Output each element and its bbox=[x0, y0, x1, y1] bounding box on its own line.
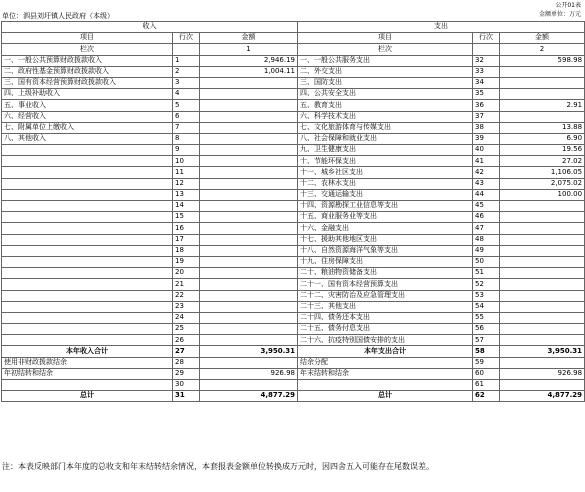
table-row bbox=[2, 290, 585, 301]
table-row bbox=[2, 77, 585, 88]
income-amount bbox=[200, 167, 298, 178]
expense-item: 十一、城乡社区支出 bbox=[298, 167, 473, 178]
income-amount bbox=[200, 290, 298, 301]
expense-line-number: 60 bbox=[473, 368, 500, 379]
expense-amount bbox=[500, 301, 585, 312]
income-line-number: 23 bbox=[173, 301, 200, 312]
income-line-number: 31 bbox=[173, 391, 200, 402]
income-item: 四、上级补助收入 bbox=[2, 89, 173, 100]
income-amount bbox=[200, 111, 298, 122]
expense-item: 六、科学技术支出 bbox=[298, 111, 473, 122]
expense-item-header: 项目 bbox=[298, 33, 473, 44]
income-line-number: 2 bbox=[173, 66, 200, 77]
expense-item: 十六、金融支出 bbox=[298, 223, 473, 234]
income-item: 六、经营收入 bbox=[2, 111, 173, 122]
income-amount bbox=[200, 89, 298, 100]
total-row bbox=[2, 346, 585, 357]
income-item bbox=[2, 201, 173, 212]
expense-item: 结余分配 bbox=[298, 357, 473, 368]
expense-line-blank bbox=[473, 44, 500, 55]
table-row bbox=[2, 89, 585, 100]
income-line-number: 17 bbox=[173, 234, 200, 245]
income-item bbox=[2, 189, 173, 200]
table-row bbox=[2, 201, 585, 212]
income-item bbox=[2, 145, 173, 156]
income-item bbox=[2, 335, 173, 346]
form-number: 公开01表 bbox=[555, 2, 581, 9]
expense-item: 三、国防支出 bbox=[298, 77, 473, 88]
table-row bbox=[2, 245, 585, 256]
expense-item: 十七、援助其他地区支出 bbox=[298, 234, 473, 245]
income-item: 二、政府性基金预算财政拨款收入 bbox=[2, 66, 173, 77]
expense-item: 二十四、债务还本支出 bbox=[298, 312, 473, 323]
reporting-unit: 单位：泗县刘圩镇人民政府（本级） bbox=[2, 12, 114, 20]
income-amount bbox=[200, 122, 298, 133]
expense-item: 二十一、国有资本经营预算支出 bbox=[298, 279, 473, 290]
income-line-number: 12 bbox=[173, 178, 200, 189]
income-line-number: 15 bbox=[173, 212, 200, 223]
expense-amount: 1,106.05 bbox=[500, 167, 585, 178]
expense-item bbox=[298, 380, 473, 391]
table-row bbox=[2, 167, 585, 178]
expense-line-number: 52 bbox=[473, 279, 500, 290]
income-line-number: 13 bbox=[173, 189, 200, 200]
expense-item: 二十六、抗疫特别国债安排的支出 bbox=[298, 335, 473, 346]
expense-amount: 2,075.02 bbox=[500, 178, 585, 189]
table-row bbox=[2, 189, 585, 200]
income-line-number: 1 bbox=[173, 55, 200, 66]
expense-item: 八、社会保障和就业支出 bbox=[298, 133, 473, 144]
table-row bbox=[2, 268, 585, 279]
total-row bbox=[2, 391, 585, 402]
expense-item: 十八、自然资源海洋气象等支出 bbox=[298, 245, 473, 256]
income-amount bbox=[200, 212, 298, 223]
income-line-number: 8 bbox=[173, 133, 200, 144]
expense-line-number: 34 bbox=[473, 77, 500, 88]
expense-amount bbox=[500, 89, 585, 100]
report-body bbox=[2, 22, 585, 402]
income-amount bbox=[200, 133, 298, 144]
expense-item: 十三、交通运输支出 bbox=[298, 189, 473, 200]
table-row bbox=[2, 223, 585, 234]
expense-line-number: 37 bbox=[473, 111, 500, 122]
table-row bbox=[2, 301, 585, 312]
expense-amount: 100.00 bbox=[500, 189, 585, 200]
expense-amount bbox=[500, 77, 585, 88]
table-row bbox=[2, 55, 585, 66]
income-line-number: 9 bbox=[173, 145, 200, 156]
table-row bbox=[2, 111, 585, 122]
expense-item: 五、教育支出 bbox=[298, 100, 473, 111]
expense-line-number: 62 bbox=[473, 391, 500, 402]
income-line-number: 4 bbox=[173, 89, 200, 100]
expense-line-number: 33 bbox=[473, 66, 500, 77]
income-line-number: 16 bbox=[173, 223, 200, 234]
income-item bbox=[2, 279, 173, 290]
expense-line-number: 59 bbox=[473, 357, 500, 368]
expense-amount bbox=[500, 223, 585, 234]
income-amount bbox=[200, 100, 298, 111]
income-amount bbox=[200, 312, 298, 323]
table-row bbox=[2, 133, 585, 144]
income-amount bbox=[200, 178, 298, 189]
expense-line-number: 40 bbox=[473, 145, 500, 156]
income-line-number: 3 bbox=[173, 77, 200, 88]
expense-line-number: 55 bbox=[473, 312, 500, 323]
income-line-number: 28 bbox=[173, 357, 200, 368]
income-item-header: 项目 bbox=[2, 33, 173, 44]
table-row bbox=[2, 256, 585, 267]
income-line-number: 6 bbox=[173, 111, 200, 122]
expense-amount-header: 金额 bbox=[500, 33, 585, 44]
income-item bbox=[2, 223, 173, 234]
income-amount bbox=[200, 245, 298, 256]
income-line-blank bbox=[173, 44, 200, 55]
income-amount-header: 金额 bbox=[200, 33, 298, 44]
income-item bbox=[2, 290, 173, 301]
expense-item: 十、节能环保支出 bbox=[298, 156, 473, 167]
income-amount: 926.98 bbox=[200, 368, 298, 379]
table-row bbox=[2, 324, 585, 335]
expense-amount bbox=[500, 335, 585, 346]
expense-line-number: 53 bbox=[473, 290, 500, 301]
income-line-number: 10 bbox=[173, 156, 200, 167]
income-item bbox=[2, 312, 173, 323]
expense-line-number: 56 bbox=[473, 324, 500, 335]
income-line-number: 22 bbox=[173, 290, 200, 301]
expense-amount bbox=[500, 212, 585, 223]
income-line-number: 20 bbox=[173, 268, 200, 279]
expense-amount bbox=[500, 279, 585, 290]
expense-amount: 4,877.29 bbox=[500, 391, 585, 402]
income-item: 年初结转和结余 bbox=[2, 368, 173, 379]
column-header-row bbox=[2, 33, 585, 44]
table-row bbox=[2, 145, 585, 156]
income-line-number: 25 bbox=[173, 324, 200, 335]
expense-amount bbox=[500, 201, 585, 212]
expense-amount bbox=[500, 324, 585, 335]
expense-amount: 19.56 bbox=[500, 145, 585, 156]
expense-column-number: 2 bbox=[500, 44, 585, 55]
expense-amount: 598.98 bbox=[500, 55, 585, 66]
income-column-number-label: 栏次 bbox=[2, 44, 173, 55]
expense-amount: 3,950.31 bbox=[500, 346, 585, 357]
expense-amount: 6.90 bbox=[500, 133, 585, 144]
income-line-header: 行次 bbox=[173, 33, 200, 44]
table-row bbox=[2, 335, 585, 346]
income-amount bbox=[200, 324, 298, 335]
expense-item: 二、外交支出 bbox=[298, 66, 473, 77]
income-line-number: 14 bbox=[173, 201, 200, 212]
expense-item: 十二、农林水支出 bbox=[298, 178, 473, 189]
table-row bbox=[2, 312, 585, 323]
income-amount bbox=[200, 357, 298, 368]
expense-amount bbox=[500, 256, 585, 267]
income-item bbox=[2, 167, 173, 178]
income-item: 总计 bbox=[2, 391, 173, 402]
income-section-header: 收入 bbox=[2, 22, 298, 33]
expense-line-number: 50 bbox=[473, 256, 500, 267]
income-item: 七、附属单位上缴收入 bbox=[2, 122, 173, 133]
income-item bbox=[2, 256, 173, 267]
expense-amount bbox=[500, 66, 585, 77]
table-row bbox=[2, 122, 585, 133]
income-item bbox=[2, 234, 173, 245]
income-item bbox=[2, 268, 173, 279]
income-item: 五、事业收入 bbox=[2, 100, 173, 111]
income-column-number: 1 bbox=[200, 44, 298, 55]
income-amount bbox=[200, 223, 298, 234]
income-amount bbox=[200, 279, 298, 290]
total-row bbox=[2, 357, 585, 368]
income-item bbox=[2, 212, 173, 223]
expense-amount bbox=[500, 111, 585, 122]
income-line-number: 21 bbox=[173, 279, 200, 290]
expense-amount bbox=[500, 290, 585, 301]
expense-line-number: 54 bbox=[473, 301, 500, 312]
table-row bbox=[2, 279, 585, 290]
expense-item: 一、一般公共服务支出 bbox=[298, 55, 473, 66]
income-item bbox=[2, 324, 173, 335]
income-amount bbox=[200, 256, 298, 267]
expense-column-number-label: 栏次 bbox=[298, 44, 473, 55]
expense-item: 十四、资源勘探工业信息等支出 bbox=[298, 201, 473, 212]
table-row bbox=[2, 234, 585, 245]
expense-line-number: 43 bbox=[473, 178, 500, 189]
expense-item: 十五、商业服务业等支出 bbox=[298, 212, 473, 223]
expense-line-number: 48 bbox=[473, 234, 500, 245]
expense-amount bbox=[500, 234, 585, 245]
footnote: 注：本表反映部门本年度的总收支和年末结转结余情况，本套报表金额单位转换成万元时，因四舍五入可能存在尾数误差。 bbox=[2, 462, 434, 471]
income-line-number: 29 bbox=[173, 368, 200, 379]
expense-line-number: 42 bbox=[473, 167, 500, 178]
expense-item: 九、卫生健康支出 bbox=[298, 145, 473, 156]
expense-amount bbox=[500, 312, 585, 323]
income-item: 八、其他收入 bbox=[2, 133, 173, 144]
expense-line-number: 32 bbox=[473, 55, 500, 66]
income-amount bbox=[200, 189, 298, 200]
income-line-number: 19 bbox=[173, 256, 200, 267]
section-header-row bbox=[2, 22, 585, 33]
expense-line-number: 46 bbox=[473, 212, 500, 223]
expense-line-number: 47 bbox=[473, 223, 500, 234]
income-amount bbox=[200, 234, 298, 245]
income-item bbox=[2, 301, 173, 312]
expense-amount: 2.91 bbox=[500, 100, 585, 111]
income-line-number: 24 bbox=[173, 312, 200, 323]
expense-item: 二十五、债务付息支出 bbox=[298, 324, 473, 335]
expense-item: 二十三、其他支出 bbox=[298, 301, 473, 312]
expense-line-number: 38 bbox=[473, 122, 500, 133]
income-item: 三、国有资本经营预算财政拨款收入 bbox=[2, 77, 173, 88]
income-amount: 3,950.31 bbox=[200, 346, 298, 357]
expense-item: 十九、住房保障支出 bbox=[298, 256, 473, 267]
table-row bbox=[2, 212, 585, 223]
expense-amount: 926.98 bbox=[500, 368, 585, 379]
income-amount bbox=[200, 201, 298, 212]
income-amount bbox=[200, 268, 298, 279]
table-row bbox=[2, 100, 585, 111]
expense-line-number: 51 bbox=[473, 268, 500, 279]
expense-line-header: 行次 bbox=[473, 33, 500, 44]
expense-line-number: 39 bbox=[473, 133, 500, 144]
column-number-row bbox=[2, 44, 585, 55]
expense-amount: 27.02 bbox=[500, 156, 585, 167]
income-amount bbox=[200, 156, 298, 167]
income-line-number: 11 bbox=[173, 167, 200, 178]
income-amount: 4,877.29 bbox=[200, 391, 298, 402]
expense-item: 二十、粮油物资储备支出 bbox=[298, 268, 473, 279]
expense-item: 总计 bbox=[298, 391, 473, 402]
expense-item: 年末结转和结余 bbox=[298, 368, 473, 379]
expense-item: 二十二、灾害防治及应急管理支出 bbox=[298, 290, 473, 301]
income-item: 一、一般公共预算财政拨款收入 bbox=[2, 55, 173, 66]
expense-line-number: 57 bbox=[473, 335, 500, 346]
table-row bbox=[2, 178, 585, 189]
income-item bbox=[2, 178, 173, 189]
table-row bbox=[2, 156, 585, 167]
expense-line-number: 41 bbox=[473, 156, 500, 167]
total-row bbox=[2, 380, 585, 391]
income-amount: 2,946.19 bbox=[200, 55, 298, 66]
expense-line-number: 45 bbox=[473, 201, 500, 212]
expense-amount bbox=[500, 245, 585, 256]
expense-line-number: 44 bbox=[473, 189, 500, 200]
income-line-number: 27 bbox=[173, 346, 200, 357]
total-row bbox=[2, 368, 585, 379]
income-amount bbox=[200, 301, 298, 312]
income-item: 使用非财政拨款结余 bbox=[2, 357, 173, 368]
income-item bbox=[2, 156, 173, 167]
income-amount bbox=[200, 145, 298, 156]
expense-line-number: 35 bbox=[473, 89, 500, 100]
expense-amount bbox=[500, 357, 585, 368]
expense-amount bbox=[500, 268, 585, 279]
income-amount bbox=[200, 77, 298, 88]
income-item: 本年收入合计 bbox=[2, 346, 173, 357]
income-amount bbox=[200, 335, 298, 346]
expense-section-header: 支出 bbox=[298, 22, 585, 33]
income-item bbox=[2, 380, 173, 391]
income-line-number: 18 bbox=[173, 245, 200, 256]
expense-amount: 13.88 bbox=[500, 122, 585, 133]
budget-report-table bbox=[1, 21, 585, 402]
expense-item: 本年支出合计 bbox=[298, 346, 473, 357]
expense-amount bbox=[500, 380, 585, 391]
expense-line-number: 61 bbox=[473, 380, 500, 391]
income-amount bbox=[200, 380, 298, 391]
expense-item: 四、公共安全支出 bbox=[298, 89, 473, 100]
income-item bbox=[2, 245, 173, 256]
income-line-number: 7 bbox=[173, 122, 200, 133]
income-amount: 1,004.11 bbox=[200, 66, 298, 77]
income-line-number: 30 bbox=[173, 380, 200, 391]
income-line-number: 26 bbox=[173, 335, 200, 346]
expense-line-number: 49 bbox=[473, 245, 500, 256]
income-line-number: 5 bbox=[173, 100, 200, 111]
table-row bbox=[2, 66, 585, 77]
expense-line-number: 36 bbox=[473, 100, 500, 111]
amount-unit: 金额单位：万元 bbox=[538, 11, 581, 18]
expense-item: 七、文化旅游体育与传媒支出 bbox=[298, 122, 473, 133]
expense-line-number: 58 bbox=[473, 346, 500, 357]
